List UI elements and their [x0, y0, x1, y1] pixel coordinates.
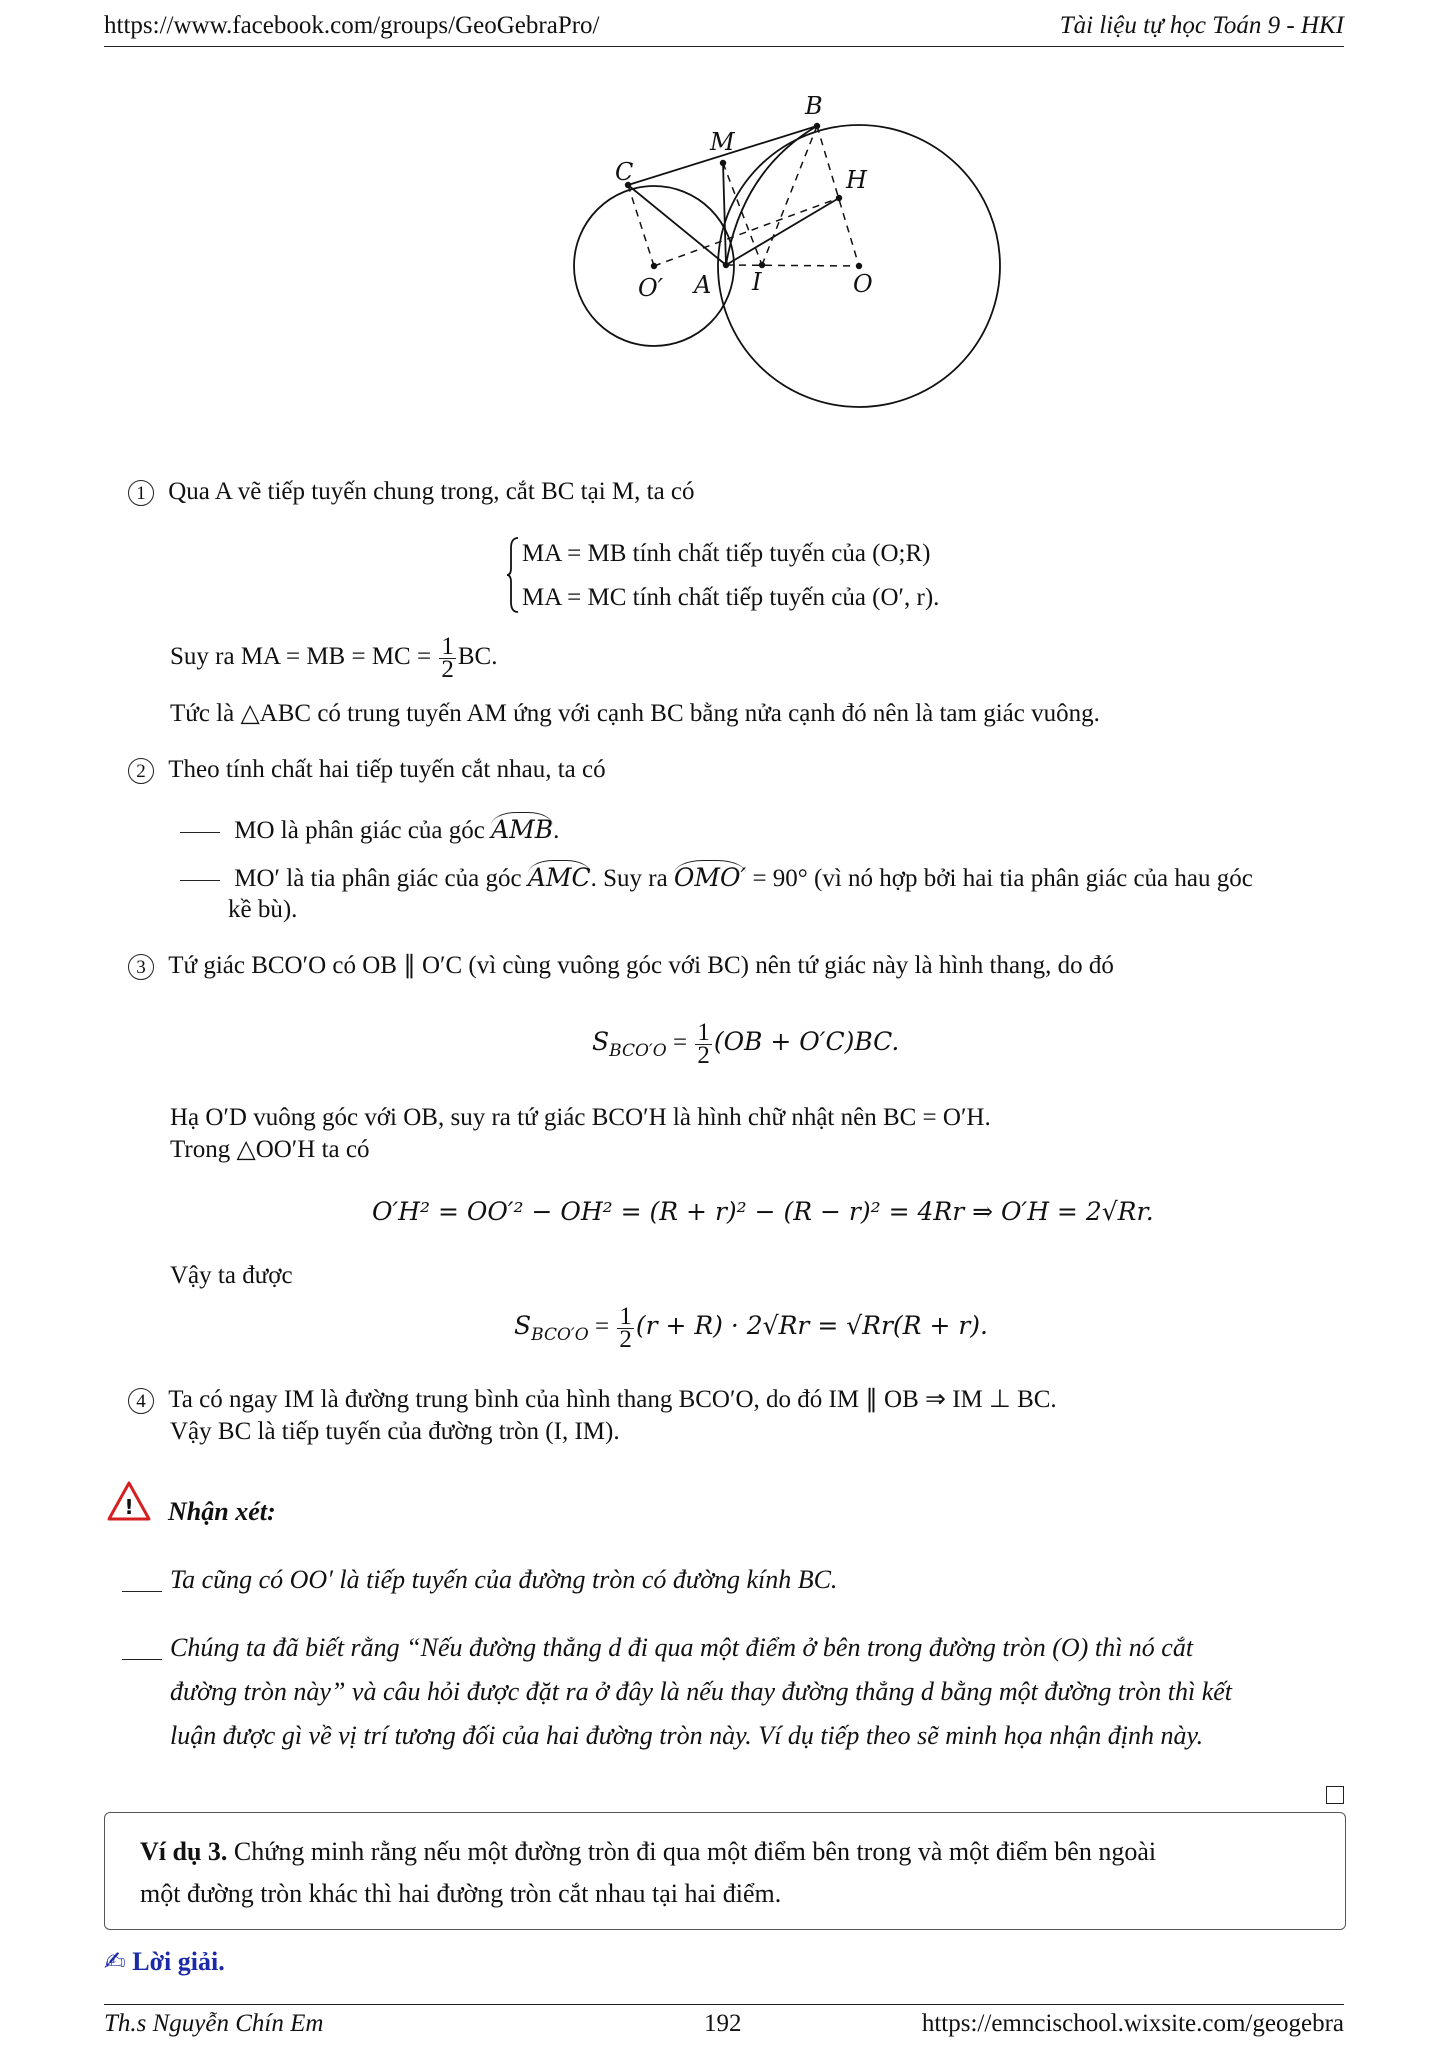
step4-number: 4: [128, 1388, 154, 1414]
step3-vay: Vậy ta được: [170, 1262, 293, 1289]
label-A: A: [694, 271, 712, 299]
header-left: https://www.facebook.com/groups/GeoGebraPro/: [104, 12, 600, 39]
example-label: Ví dụ 3.: [140, 1837, 228, 1866]
step2-bullet2-text: MO′ là tia phân giác của góc: [234, 865, 522, 892]
step4-line1: [128, 1384, 1057, 1416]
eq1-right: (OB + O′C)BC.: [713, 1027, 900, 1057]
remark-item2-line2: đường tròn này” và câu hỏi được đặt ra ở đây là nếu thay đường thẳng d bằng một đường tròn thì kết: [170, 1677, 1233, 1706]
svg-text:!: !: [124, 1495, 134, 1519]
step2-bullet2-suffix: = 90° (vì nó hợp bởi hai tia phân giác của hau góc: [752, 865, 1253, 892]
dash-IB: [762, 126, 817, 265]
label-H: H: [846, 166, 867, 194]
eq3-subscript: BCO′O: [531, 1325, 589, 1346]
step2-text: Theo tính chất hai tiếp tuyến cắt nhau, ta có: [168, 756, 606, 783]
step3-ha: Hạ O′D vuông góc với OB, suy ra tứ giác BCO′H là hình chữ nhật nên BC = O′H.: [170, 1104, 991, 1131]
step1-system-brace: [506, 536, 520, 614]
step3-line: [128, 950, 1114, 982]
footer-page-number: 192: [704, 2010, 742, 2037]
remark-item2-line3: luận được gì về vị trí tương đối của hai đường tròn này. Ví dụ tiếp theo sẽ minh họa nhận định này.: [170, 1721, 1204, 1750]
solution-label: Lời giải.: [132, 1947, 225, 1976]
remark-dash1: [122, 1581, 162, 1600]
label-C: C: [615, 158, 634, 186]
step3-text: Tứ giác BCO′O có OB ∥ O′C (vì cùng vuông góc với BC) nên tứ giác này là hình thang, do đó: [168, 952, 1114, 979]
step2-number: 2: [128, 758, 154, 784]
step4-line2: Vậy BC là tiếp tuyến của đường tròn (I, IM).: [170, 1418, 620, 1445]
label-M: M: [710, 128, 735, 156]
step4-text: Ta có ngay IM là đường trung bình của hình thang BCO′O, do đó IM ∥ OB ⇒ IM ⊥ BC.: [168, 1386, 1057, 1413]
step1-conclusion-prefix: Suy ra MA = MB = MC =: [170, 643, 432, 671]
angle-AMC: AMC: [528, 860, 591, 894]
eq3-S: S: [514, 1311, 532, 1341]
geometry-figure: [560, 90, 1020, 450]
step1-tuc-la: Tức là △ABC có trung tuyến AM ứng với cạnh BC bằng nửa cạnh đó nên là tam giác vuông.: [170, 700, 1100, 727]
step2-bullet1: MO là phân giác của góc AMB.: [180, 812, 559, 847]
header-rule: [104, 46, 1344, 47]
dash-OprimeH: [654, 198, 839, 266]
header-right: Tài liệu tự học Toán 9 - HKI: [1059, 12, 1344, 39]
footer-right: https://emncischool.wixsite.com/geogebra: [921, 2010, 1344, 2037]
step1-system-line1: MA = MB tính chất tiếp tuyến của (O;R): [522, 540, 931, 567]
dash-bullet: [180, 832, 220, 833]
footer-left: Th.s Nguyễn Chín Em: [104, 2010, 324, 2037]
line-AC: [628, 185, 726, 265]
remark-title: Nhận xét:: [168, 1497, 276, 1526]
step1-line: [128, 476, 695, 508]
remark-item2-line1: Chúng ta đã biết rằng “Nếu đường thẳng d đi qua một điểm ở bên trong đường tròn (O) thì nó cắt: [170, 1633, 1194, 1662]
step1-conclusion-suffix: BC.: [457, 643, 498, 671]
eq1-subscript: BCO′O: [609, 1041, 667, 1062]
dash-CO: [628, 185, 654, 266]
dash-bullet: [180, 880, 220, 881]
example-text-line1: Chứng minh rằng nếu một đường tròn đi qua một điểm bên trong và một điểm bên ngoài: [233, 1837, 1157, 1866]
step3-trong: Trong △OO′H ta có: [170, 1136, 370, 1163]
step3-eq3: $S_{BCO'O}$ = $\frac{1}{2}$ (r + R) · 2√Rr = √Rr(R + r).: [514, 1303, 988, 1353]
step3-eq1: [592, 1019, 900, 1069]
example-line1: [140, 1836, 1156, 1868]
step2-bullet2-mid: . Suy ra: [590, 865, 668, 892]
eq1-equals: =: [672, 1029, 688, 1057]
eq3-right: (r + R) · 2√Rr = √Rr(R + r).: [635, 1311, 988, 1341]
arc-AB: [726, 126, 817, 265]
eq1-fraction: $\frac{1}{2}$: [697, 1019, 710, 1069]
step3-number: 3: [128, 954, 154, 980]
label-B: B: [805, 92, 823, 120]
solution-heading: [104, 1946, 225, 1978]
step2-bullet2-line2: kề bù).: [228, 896, 298, 923]
eq3-fraction: $\frac{1}{2}$: [619, 1303, 632, 1353]
label-I: I: [752, 268, 762, 296]
dash-AO: [726, 265, 859, 266]
remark-item1: Ta cũng có OO′ là tiếp tuyến của đường tròn có đường kính BC.: [170, 1565, 838, 1594]
step2-bullet2: [180, 860, 1253, 895]
fraction-one-half: $\frac{1}{2}$: [441, 633, 454, 683]
writing-hand-icon: ✍: [104, 1947, 126, 1977]
step1-text: Qua A vẽ tiếp tuyến chung trong, cắt BC tại M, ta có: [168, 478, 695, 505]
example-line2: một đường tròn khác thì hai đường tròn cắt nhau tại hai điểm.: [140, 1879, 782, 1908]
step1-number: 1: [128, 480, 154, 506]
qed-square: [1326, 1786, 1344, 1804]
angle-OMOprime: OMO′: [674, 860, 746, 894]
eq1-S: S: [592, 1027, 610, 1057]
step2-line: [128, 754, 606, 786]
step1-conclusion: [170, 633, 498, 683]
warning-icon: [106, 1480, 152, 1526]
example-box: [104, 1812, 1346, 1930]
remark-dash2: [122, 1649, 162, 1668]
footer-rule: [104, 2004, 1344, 2005]
angle-AMB: AMB: [491, 812, 553, 846]
step2-bullet1-text: MO là phân giác của góc: [234, 817, 485, 844]
line-MA: [723, 163, 726, 265]
step1-system-line2: MA = MC tính chất tiếp tuyến của (O′, r).: [522, 584, 940, 611]
label-O: O: [853, 270, 873, 298]
step3-eq2: O′H² = OO′² − OH² = (R + r)² − (R − r)² = 4Rr ⇒ O′H = 2√Rr.: [372, 1197, 1154, 1226]
label-Oprime: O′: [638, 274, 664, 302]
